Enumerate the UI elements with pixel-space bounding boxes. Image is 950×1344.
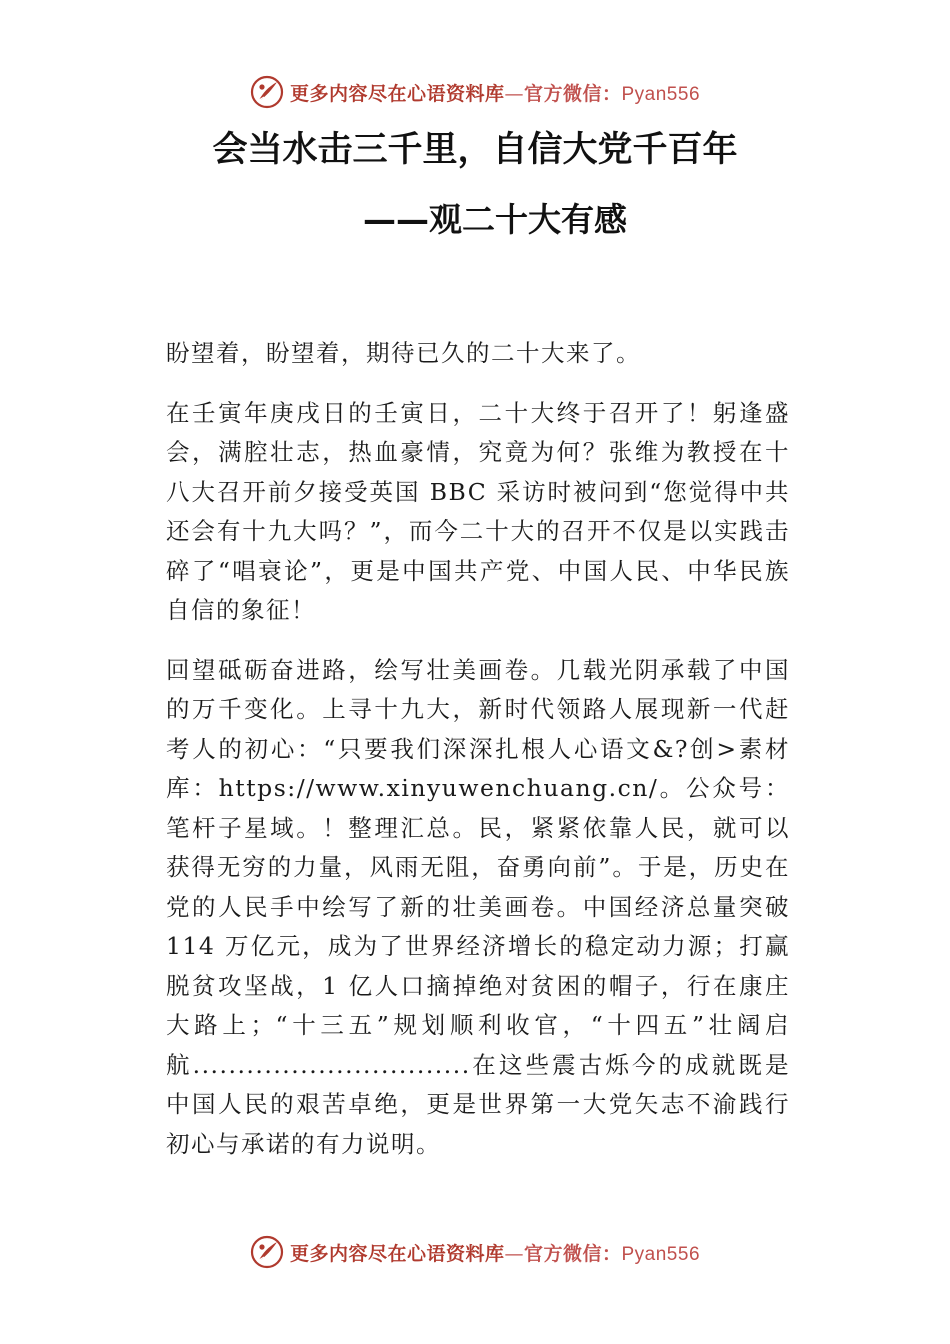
page-subtitle: ——观二十大有感 xyxy=(363,200,627,239)
paragraph-2: 在壬寅年庚戌日的壬寅日，二十大终于召开了！躬逢盛会，满腔壮志，热血豪情，究竟为何？张维为教授在十八大召开前夕接受英国 BBC 采访时被问到“您觉得中共还会有十九大吗？”，而今二十大的召开不仅是以实践击碎了“唱衰论”，更是中国共产党、中国人民、中华民族自信的象征！ xyxy=(166,398,790,624)
banner-wechat-id: Pyan556 xyxy=(621,1243,701,1265)
banner-text xyxy=(290,79,700,106)
banner-wechat-label: 官方微信： xyxy=(523,82,622,105)
banner-wechat-label: 官方微信： xyxy=(523,1242,622,1265)
paragraph-3: 回望砥砺奋进路，绘写壮美画卷。几载光阴承载了中国的万千变化。上寻十九大，新时代领路人展现新一代赶考人的初心：“只要我们深深扎根人心语文&?创>素材库：https://www.xinyuwenchuang.cn/。公众号：笔杆子星域。！整理汇总。民，紧紧依靠人民，就可以获得无穷的力量，风雨无阻，奋勇向前”。于是，历史在党的人民手中绘写了新的壮美画卷。中国经济总量突破 114 万亿元，成为了世界经济增长的稳定动力源；打赢脱贫攻坚战，1 亿人口摘掉绝对贫困的帽子，行在康庄大路上；“十三五”规划顺利收官，“十四五”壮阔启航...............................在这些震古烁今的成就既是中国人民的艰苦卓绝，更是世界第一大党矢志不渝践行初心与承诺的有力说明。 xyxy=(166,655,790,1158)
banner-slogan: 更多内容尽在心语资料库 xyxy=(289,1242,505,1265)
page-title: 会当水击三千里，自信大党千百年 xyxy=(212,130,738,170)
paragraph-1: 盼望着，盼望着，期待已久的二十大来了。 xyxy=(166,339,641,367)
banner-text xyxy=(290,1239,700,1266)
article-body xyxy=(166,334,790,1184)
footer-banner xyxy=(0,1232,950,1272)
header-banner xyxy=(0,72,950,112)
banner-wechat-id: Pyan556 xyxy=(621,83,701,105)
quill-pen-logo-icon xyxy=(250,75,284,109)
banner-separator: — xyxy=(504,82,524,105)
banner-slogan: 更多内容尽在心语资料库 xyxy=(289,82,505,105)
banner-separator: — xyxy=(504,1242,524,1265)
quill-pen-logo-icon xyxy=(250,1235,284,1269)
